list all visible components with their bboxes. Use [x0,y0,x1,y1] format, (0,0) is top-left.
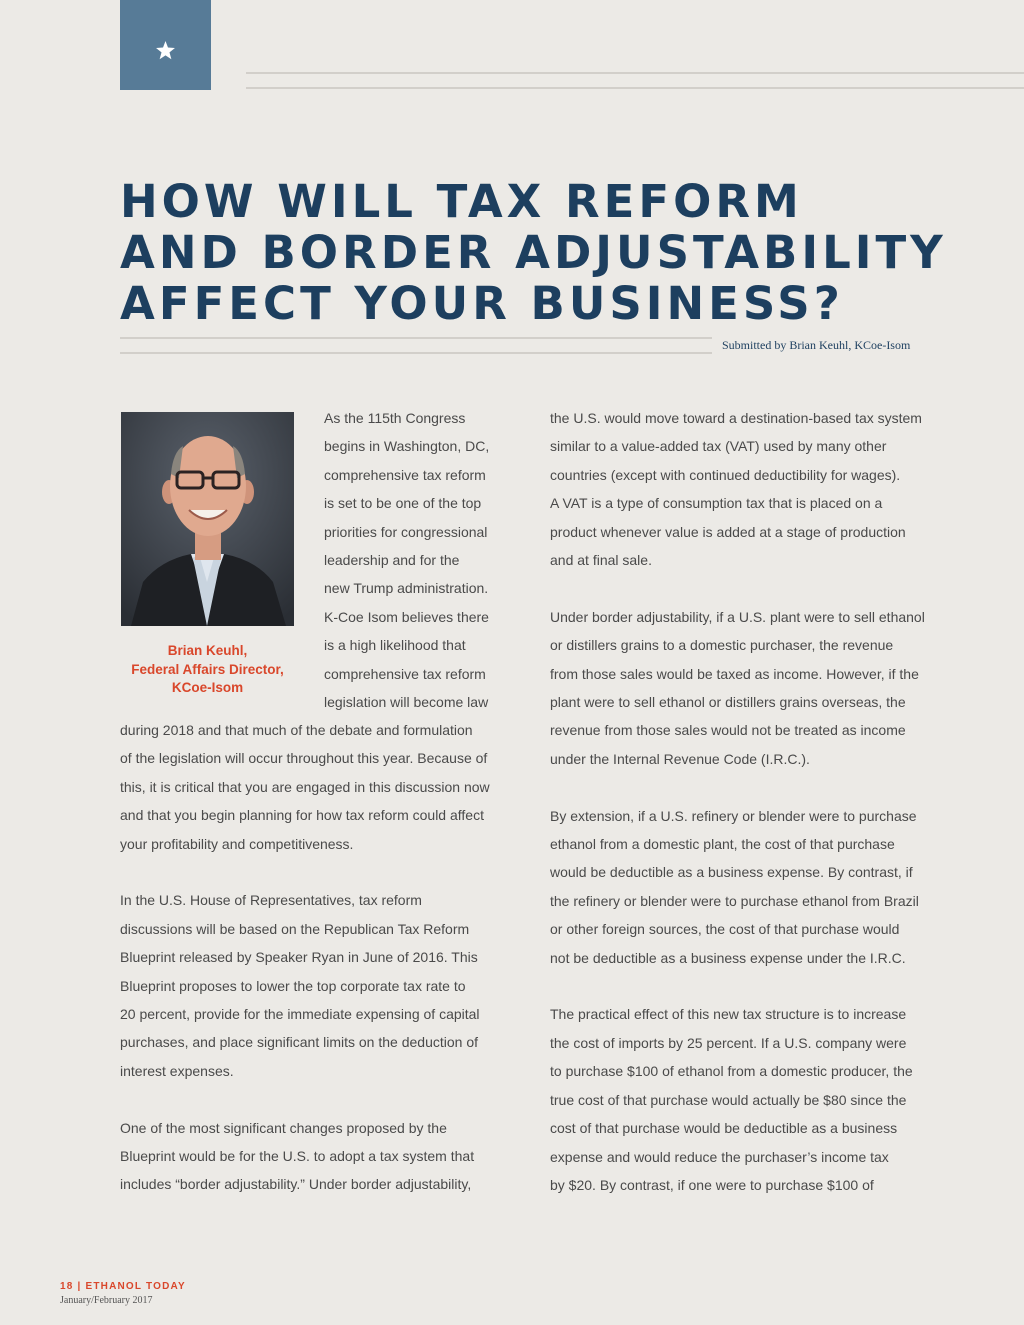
page-number-publication: 18 | ETHANOL TODAY [60,1281,186,1292]
header-rule [246,87,1024,89]
text-line: is set to be one of the top [324,495,482,512]
text-line: begins in Washington, DC, [324,438,490,455]
text-line: includes “border adjustability.” Under border adjustability, [120,1176,472,1193]
text-line: ethanol from a domestic plant, the cost of that purchase [550,836,895,853]
text-line: would be deductible as a business expense. By contrast, if [550,864,913,881]
right-column [550,404,925,1199]
header-rule [246,72,1024,74]
photo-caption [120,642,295,698]
text-line: new Trump administration. [324,580,489,597]
text-line: As the 115th Congress [324,410,466,426]
text-line: true cost of that purchase would actually be $80 since the [550,1091,907,1108]
text-line: leadership and for the [324,552,460,569]
star-icon [155,40,176,61]
text-line: expense and would reduce the purchaser’s income tax [550,1148,889,1165]
text-line: is a high likelihood that [324,637,466,654]
issue-date: January/February 2017 [60,1295,153,1306]
author-photo [121,412,294,626]
byline: Submitted by Brian Keuhl, KCoe-Isom [722,338,911,352]
text-line: 20 percent, provide for the immediate expensing of capital [120,1006,480,1023]
text-line: purchases, and place significant limits on the deduction of [120,1034,478,1051]
text-line: similar to a value-added tax (VAT) used by many other [550,438,887,455]
text-line: Blueprint proposes to lower the top corporate tax rate to [120,977,466,994]
caption-line: Federal Affairs Director, [131,661,284,677]
text-line: or other foreign sources, the cost of that purchase would [550,921,900,938]
text-line: comprehensive tax reform [324,466,486,483]
text-line: and at final sale. [550,552,652,569]
text-line: A VAT is a type of consumption tax that is placed on a [550,495,883,512]
text-line: One of the most significant changes proposed by the [120,1119,447,1136]
text-line: plant were to sell ethanol or distillers grains overseas, the [550,694,906,711]
text-line: The practical effect of this new tax structure is to increase [550,1006,907,1023]
caption-line: Brian Keuhl, [167,643,248,658]
text-line: In the U.S. House of Representatives, tax reform [120,892,422,909]
text-line: not be deductible as a business expense under the I.R.C. [550,949,906,966]
title-rule [120,337,712,339]
text-line: Under border adjustability, if a U.S. plant were to sell ethanol [550,608,925,625]
title-line: AFFECT YOUR BUSINESS? [120,277,844,330]
header-tab [120,0,211,90]
text-line: by $20. By contrast, if one were to purchase $100 of [550,1176,874,1193]
text-line: cost of that purchase would be deductible as a business [550,1120,898,1137]
left-column [120,716,490,1199]
text-line: legislation will become law [324,694,489,711]
text-line: to purchase $100 of ethanol from a domestic producer, the [550,1063,913,1080]
text-line: from those sales would be taxed as income. However, if the [550,665,919,682]
text-line: your profitability and competitiveness. [120,835,354,852]
text-line: By extension, if a U.S. refinery or blender were to purchase [550,807,917,824]
text-line: K-Coe Isom believes there [324,608,489,625]
text-line: the refinery or blender were to purchase ethanol from Brazil [550,892,919,909]
text-line: Blueprint would be for the U.S. to adopt a tax system that [120,1148,475,1165]
text-line: and that you begin planning for how tax reform could affect [120,807,484,824]
text-line: or distillers grains to a domestic purchaser, the revenue [550,637,894,654]
text-line: comprehensive tax reform [324,665,486,682]
text-line: during 2018 and that much of the debate and formulation [120,722,473,738]
text-line: of the legislation will occur throughout this year. Because of [120,750,488,767]
text-line: this, it is critical that you are engaged in this discussion now [120,778,490,795]
title-line: AND BORDER ADJUSTABILITY [120,226,947,279]
text-line: priorities for congressional [324,523,488,540]
text-line: the cost of imports by 25 percent. If a U.S. company were [550,1034,907,1051]
text-line: interest expenses. [120,1062,234,1079]
text-line: the U.S. would move toward a destination-based tax system [550,410,922,426]
text-line: revenue from those sales would not be treated as income [550,722,906,739]
title-line: HOW WILL TAX REFORM [120,175,803,228]
text-line: product whenever value is added at a stage of production [550,523,906,540]
text-line: discussions will be based on the Republican Tax Reform [120,920,470,937]
intro-paragraph-narrow [324,404,489,716]
text-line: countries (except with continued deductibility for wages). [550,466,901,483]
text-line: under the Internal Revenue Code (I.R.C.). [550,750,810,767]
caption-line: KCoe-Isom [171,680,244,695]
text-line: Blueprint released by Speaker Ryan in June of 2016. This [120,949,478,966]
title-rule [120,352,712,354]
article-title [120,175,947,330]
